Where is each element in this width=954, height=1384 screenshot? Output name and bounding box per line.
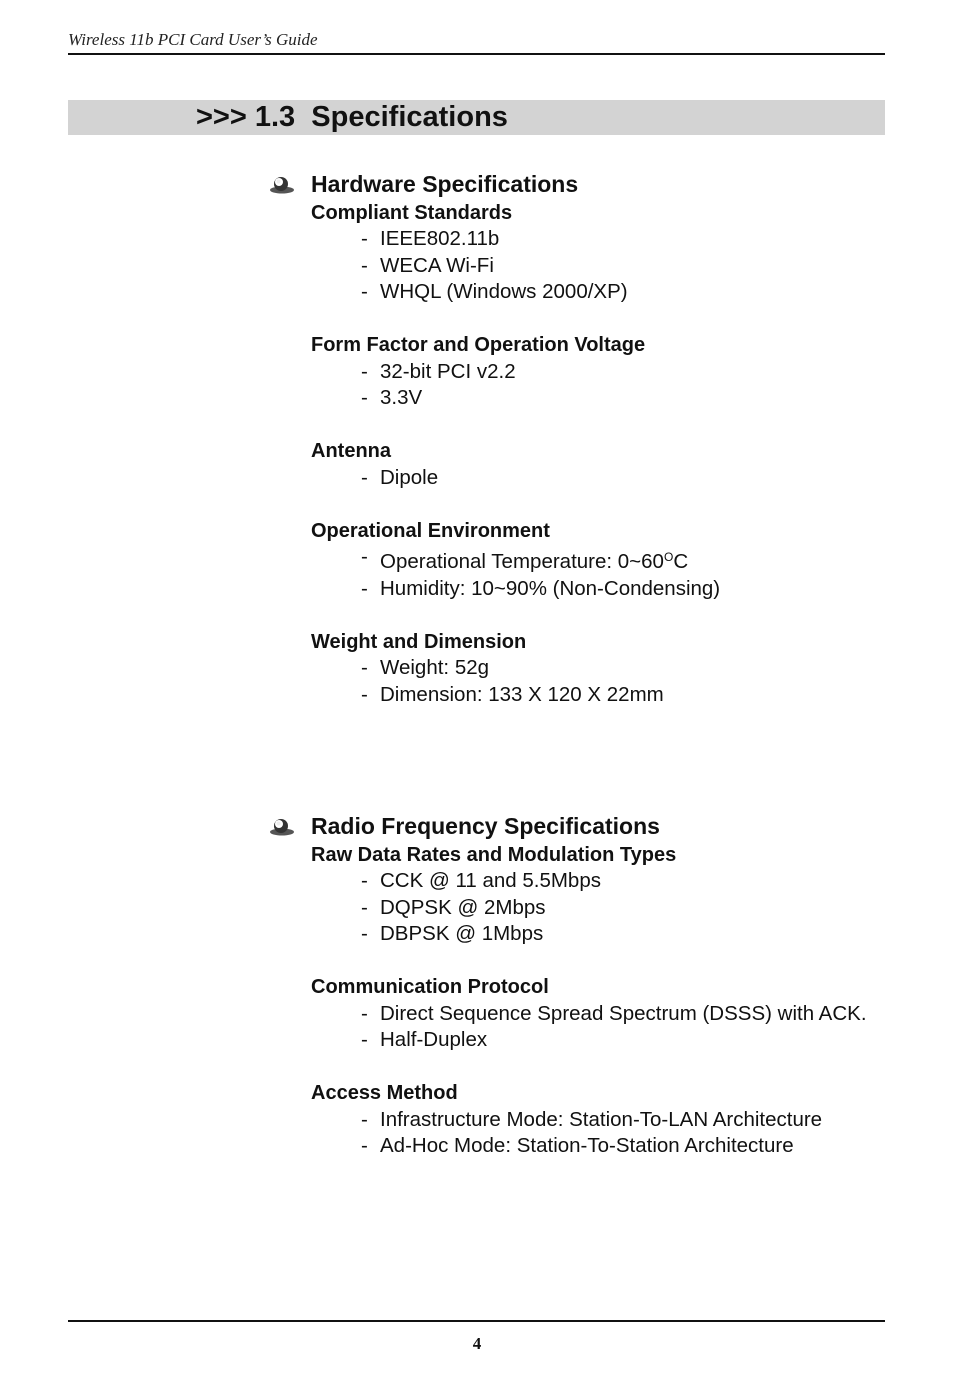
section-title: >>> 1.3 Specifications bbox=[196, 101, 508, 133]
spec-item: - 3.3V bbox=[311, 385, 870, 411]
spec-item: - 32-bit PCI v2.2 bbox=[311, 359, 870, 385]
spec-group-form-factor bbox=[311, 332, 870, 411]
spec-group-communication-protocol bbox=[311, 974, 870, 1053]
footer-rule bbox=[68, 1320, 885, 1322]
hardware-specifications-title: Hardware Specifications bbox=[311, 171, 579, 197]
running-header: Wireless 11b PCI Card User’s Guide bbox=[68, 30, 318, 49]
temperature-text: Operational Temperature: 0~60 bbox=[380, 550, 664, 574]
radio-frequency-specifications-section bbox=[311, 810, 870, 1159]
spec-group-heading: Access Method bbox=[311, 1082, 458, 1105]
spec-group-heading: Communication Protocol bbox=[311, 976, 549, 999]
header-rule bbox=[68, 53, 885, 55]
spec-group-weight-dimension bbox=[311, 629, 870, 708]
radio-frequency-specifications-title: Radio Frequency Specifications bbox=[311, 813, 660, 839]
spec-item: - WECA Wi-Fi bbox=[311, 253, 870, 279]
spec-item: - IEEE802.11b bbox=[311, 226, 870, 252]
spec-item: - Dimension: 133 X 120 X 22mm bbox=[311, 682, 870, 708]
page-number: 4 bbox=[472, 1334, 482, 1353]
spec-group-heading: Raw Data Rates and Modulation Types bbox=[311, 844, 677, 866]
spec-group-access-method bbox=[311, 1080, 870, 1159]
spec-group-heading: Operational Environment bbox=[311, 519, 550, 542]
degree-symbol: O bbox=[663, 550, 674, 565]
spec-item-temperature bbox=[311, 544, 870, 575]
temperature-unit: C bbox=[673, 550, 689, 574]
spec-item: - Humidity: 10~90% (Non-Condensing) bbox=[311, 576, 870, 602]
spec-item: - Direct Sequence Spread Spectrum (DSSS) with ACK. bbox=[311, 1001, 870, 1027]
spec-group-compliant-standards bbox=[311, 200, 870, 305]
spec-group-antenna bbox=[311, 438, 870, 491]
spec-item: - Infrastructure Mode: Station-To-LAN Architecture bbox=[311, 1107, 870, 1133]
spec-group-heading: Antenna bbox=[311, 440, 391, 463]
bullet-disc-icon bbox=[269, 818, 295, 836]
spec-item: - Half-Duplex bbox=[311, 1027, 870, 1053]
spec-item: - WHQL (Windows 2000/XP) bbox=[311, 279, 870, 305]
spec-item: - DBPSK @ 1Mbps bbox=[311, 921, 870, 947]
spec-item: - Weight: 52g bbox=[311, 655, 870, 681]
spec-group-heading: Weight and Dimension bbox=[311, 630, 527, 653]
spec-item: - Ad-Hoc Mode: Station-To-Station Architecture bbox=[311, 1133, 870, 1159]
bullet-disc-icon bbox=[269, 176, 295, 194]
spec-item: - DQPSK @ 2Mbps bbox=[311, 895, 870, 921]
spec-group-data-rates bbox=[311, 842, 870, 947]
hardware-specifications-section bbox=[311, 168, 870, 708]
spec-item: - CCK @ 11 and 5.5Mbps bbox=[311, 868, 870, 894]
spec-group-operational-environment bbox=[311, 518, 870, 602]
spec-group-heading: Compliant Standards bbox=[311, 202, 513, 224]
spec-group-heading: Form Factor and Operation Voltage bbox=[311, 334, 646, 357]
spec-item: - Dipole bbox=[311, 465, 870, 491]
